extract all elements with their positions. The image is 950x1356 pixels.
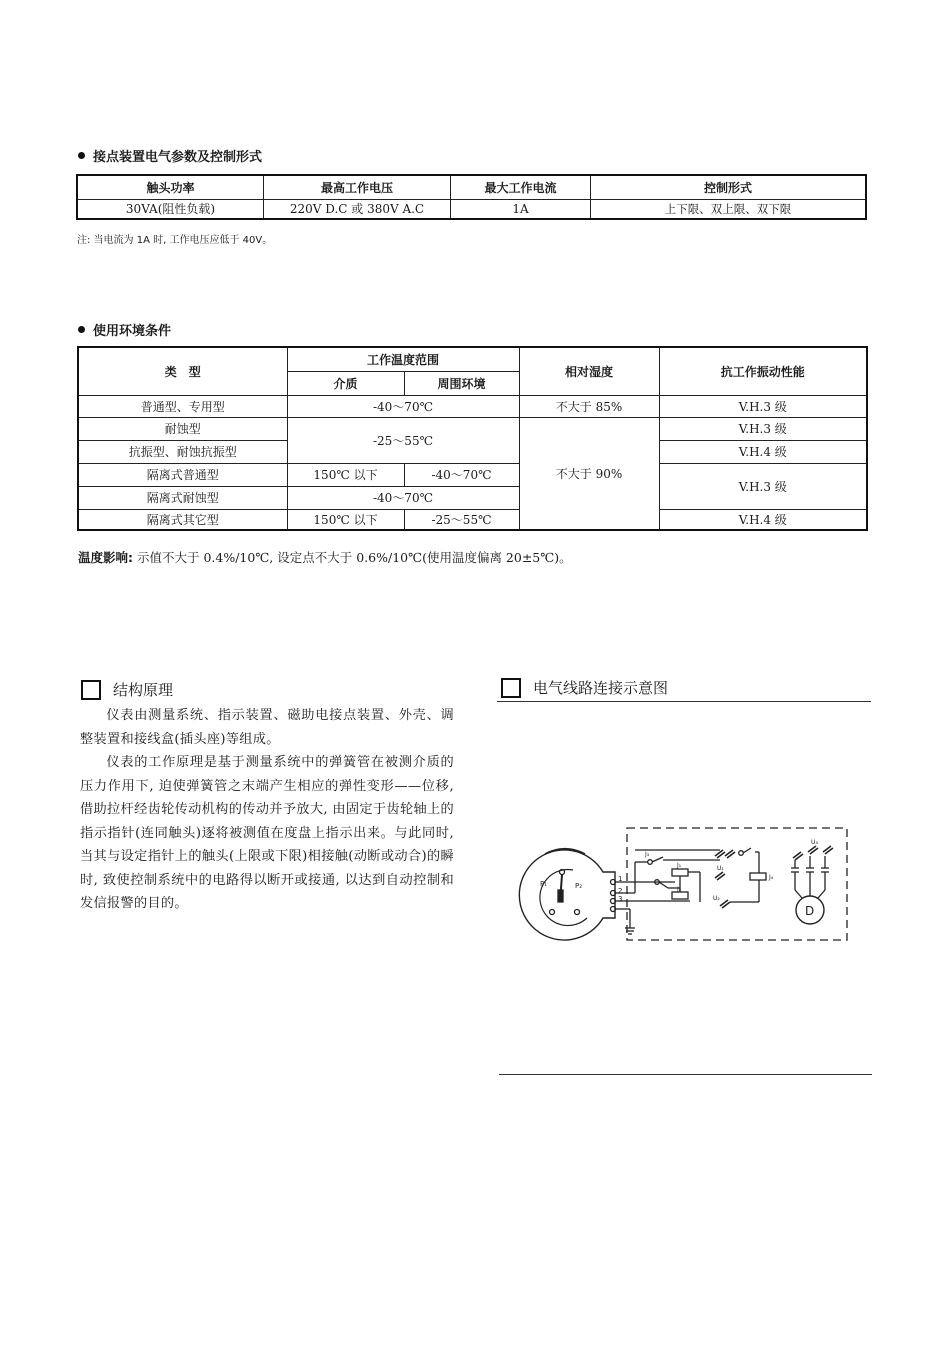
cell-contact-power: 30VA(阻性负载) xyxy=(77,199,264,219)
table-row xyxy=(78,395,867,417)
header-type: 类 型 xyxy=(78,347,287,395)
cell-control-form: 上下限、双上限、双下限 xyxy=(591,199,867,219)
environment-table xyxy=(77,346,868,531)
terminal-1: 1 xyxy=(618,875,623,883)
motor-label: D xyxy=(805,904,815,918)
cell-medium: 150℃ 以下 xyxy=(287,463,404,486)
cell-max-current: 1A xyxy=(451,199,591,219)
paragraph: 仪表的工作原理是基于测量系统中的弹簧管在被测介质的压力作用下, 迫使弹簧管之末端产生相应的弹性变形——位移, 借助拉杆经齿轮传动机构的传动并予放大, 由固定于齿轮轴上的指示指针(连同触头)逐将被测值在度盘上指示出来。与此同时, 当其与设定指针上的触头(上限或下限)相接触(动断或动合)的瞬时, 致使控制系统中的电路得以断开或接通, 以达到自动控制和发信报警的目的。 xyxy=(80,755,454,911)
structure-section-title-text: 结构原理 xyxy=(113,681,174,699)
table-row xyxy=(78,509,867,530)
header-max-voltage: 最高工作电压 xyxy=(264,175,451,199)
table-header-row xyxy=(78,347,867,371)
square-box-icon xyxy=(81,680,101,700)
header-contact-power: 触头功率 xyxy=(77,175,264,199)
relay-circuit xyxy=(635,848,774,908)
label-u1: U₁ xyxy=(717,865,724,872)
cell-humidity-merged: 不大于 90% xyxy=(519,417,659,530)
structure-description xyxy=(80,704,454,916)
table-row xyxy=(78,417,867,440)
wiring-diagram xyxy=(515,820,860,950)
header-vibration: 抗工作振动性能 xyxy=(659,347,867,395)
contact-section-title xyxy=(78,146,262,165)
cell-type: 耐蚀型 xyxy=(78,417,287,440)
contact-note: 注: 当电流为 1A 时, 工作电压应低于 40V。 xyxy=(77,235,273,246)
label-j2: J₂ xyxy=(677,886,682,893)
bullet-icon xyxy=(78,326,85,333)
cell-medium: 150℃ 以下 xyxy=(287,509,404,530)
cell-vibration: V.H.4 级 xyxy=(659,509,867,530)
cell-type: 隔离式普通型 xyxy=(78,463,287,486)
cell-temp: -40～70℃ xyxy=(287,395,519,417)
label-j4: J₄ xyxy=(769,874,774,881)
table-row xyxy=(77,199,866,219)
terminal-block xyxy=(611,862,691,934)
cell-max-voltage: 220V D.C 或 380V A.C xyxy=(264,199,451,219)
cell-type: 抗振型、耐蚀抗振型 xyxy=(78,440,287,463)
temperature-effect-text: 示值不大于 0.4%/10℃, 设定点不大于 0.6%/10℃(使用温度偏离 20±5℃)。 xyxy=(133,550,572,565)
header-temp-range: 工作温度范围 xyxy=(287,347,519,371)
label-u3: U₃ xyxy=(811,839,818,846)
table-row xyxy=(78,463,867,486)
gauge-symbol xyxy=(519,849,615,940)
bottom-divider xyxy=(499,1074,872,1075)
contact-parameters-table xyxy=(76,174,867,220)
bullet-icon xyxy=(78,152,85,159)
cell-type: 普通型、专用型 xyxy=(78,395,287,417)
table-header-row xyxy=(77,175,866,199)
label-p1: P₁ xyxy=(540,880,548,888)
cell-ambient: -40～70℃ xyxy=(404,463,519,486)
cell-vibration: V.H.4 级 xyxy=(659,440,867,463)
square-box-icon xyxy=(501,678,521,698)
cell-temp: -40～70℃ xyxy=(287,486,519,509)
wiring-section-title xyxy=(501,677,668,698)
environment-section-title-text: 使用环境条件 xyxy=(93,324,172,339)
structure-section-title xyxy=(81,679,173,700)
header-max-current: 最大工作电流 xyxy=(451,175,591,199)
header-control-form: 控制形式 xyxy=(591,175,867,199)
paragraph: 仪表由测量系统、指示装置、磁助电接点装置、外壳、调整装置和接线盒(插头座)等组成。 xyxy=(80,708,454,747)
label-j1: J₁ xyxy=(677,862,682,869)
label-p2: P₂ xyxy=(575,882,583,890)
cell-ambient: -25～55℃ xyxy=(404,509,519,530)
cell-humidity: 不大于 85% xyxy=(519,395,659,417)
cell-temp-merged: -25～55℃ xyxy=(287,417,519,463)
cell-vibration: V.H.3 级 xyxy=(659,395,867,417)
cell-type: 隔离式其它型 xyxy=(78,509,287,530)
terminal-3: 3 xyxy=(618,895,623,903)
terminal-2: 2 xyxy=(618,887,623,895)
label-j3: J₃ xyxy=(645,851,650,858)
header-humidity: 相对湿度 xyxy=(519,347,659,395)
cell-type: 隔离式耐蚀型 xyxy=(78,486,287,509)
header-medium: 介质 xyxy=(287,371,404,395)
cell-vibration: V.H.3 级 xyxy=(659,417,867,440)
wiring-section-title-text: 电气线路连接示意图 xyxy=(533,679,669,697)
motor-circuit xyxy=(791,839,833,924)
environment-section-title xyxy=(78,320,171,339)
section-divider xyxy=(497,701,871,702)
label-u2: U₂ xyxy=(713,895,720,902)
temperature-effect-label: 温度影响: xyxy=(78,550,133,565)
temperature-effect-note xyxy=(78,548,572,566)
contact-section-title-text: 接点装置电气参数及控制形式 xyxy=(93,150,263,165)
header-ambient: 周围环境 xyxy=(404,371,519,395)
cell-vibration-merged: V.H.3 级 xyxy=(659,463,867,509)
